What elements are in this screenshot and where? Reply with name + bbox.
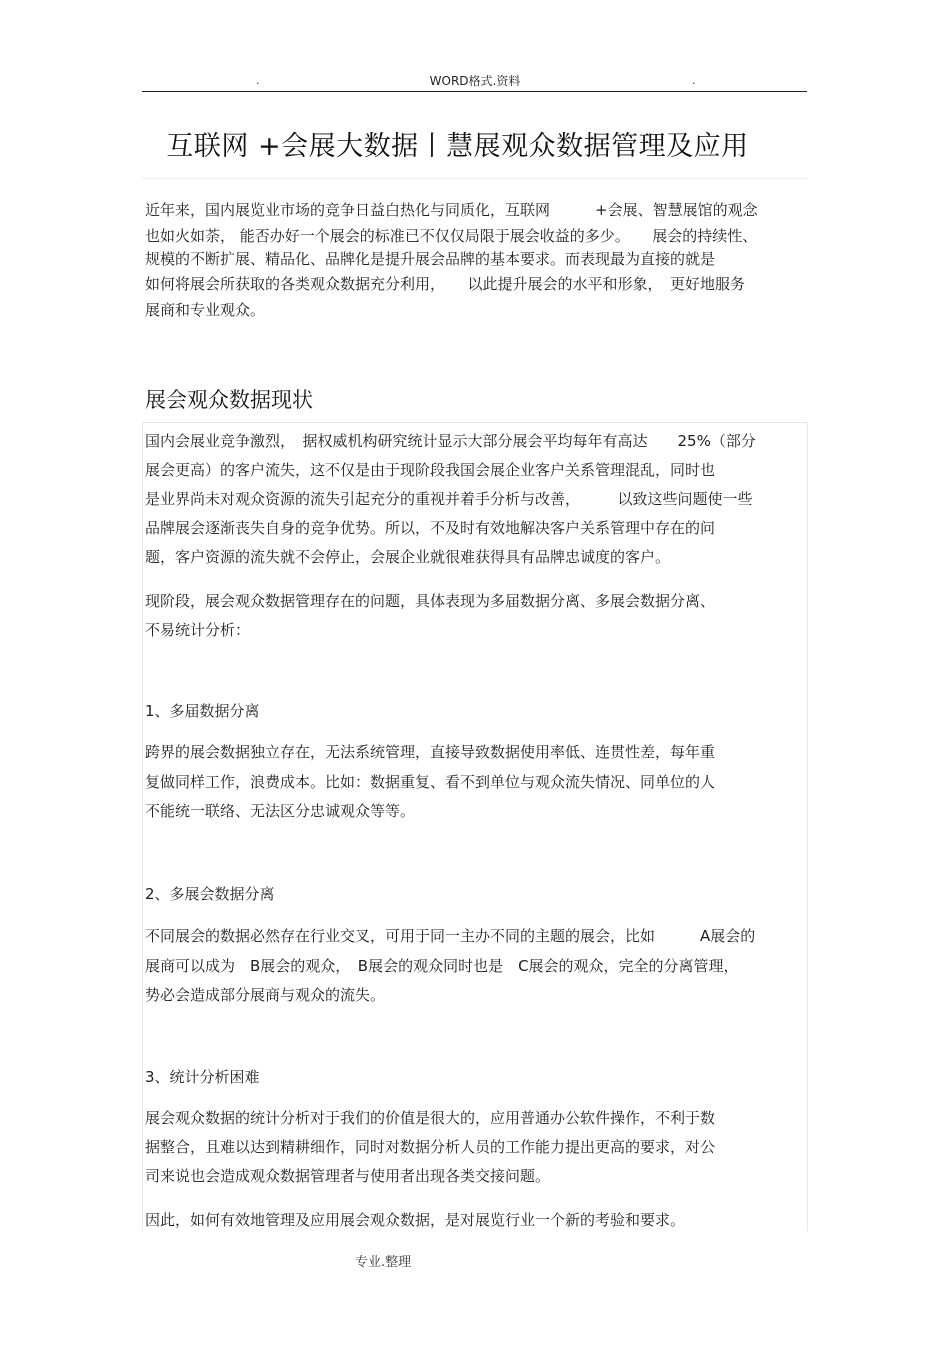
header-rule: [142, 91, 807, 92]
para2-line: 现阶段，展会观众数据管理存在的问题，具体表现为多届数据分离、多展会数据分离、: [145, 592, 716, 610]
item-line: 不同展会的数据必然存在行业交叉，可用于同一主办不同的主题的展会，比如 A展会的: [145, 927, 756, 945]
item-line: 不能统一联络、无法区分忠诚观众等等。: [145, 802, 416, 820]
item-line: 势必会造成部分展商与观众的流失。: [145, 986, 386, 1004]
item-line: 据整合，且难以达到精耕细作，同时对数据分析人员的工作能力提出更高的要求，对公: [145, 1138, 716, 1156]
footer-text: 专业.整理: [355, 1255, 412, 1270]
header-text: WORD格式.资料: [429, 74, 521, 88]
item-line: 复做同样工作，浪费成本。比如：数据重复、看不到单位与观众流失情况、同单位的人: [145, 773, 716, 791]
section-heading: 展会观众数据现状: [145, 388, 313, 412]
para1-line: 国内会展业竞争激烈， 据权威机构研究统计显示大部分展会平均每年有高达 25%（部分: [145, 432, 756, 450]
header-right-dot: .: [692, 74, 696, 87]
item-line: 跨界的展会数据独立存在，无法系统管理，直接导致数据使用率低、连贯性差，每年重: [145, 743, 716, 761]
intro-line: 近年来，国内展览业市场的竞争日益白热化与同质化，互联网 +会展、智慧展馆的观念: [145, 201, 758, 219]
item-line: 展商可以成为 B展会的观众， B展会的观众同时也是 C展会的观众，完全的分离管理，: [145, 957, 739, 975]
para1-line: 展会更高）的客户流失，这不仅是由于现阶段我国会展企业客户关系管理混乱，同时也: [145, 461, 716, 479]
item-heading: 1、多届数据分离: [145, 702, 260, 720]
para1-line: 题，客户资源的流失就不会停止，会展企业就很难获得具有品牌忠诚度的客户。: [145, 548, 671, 566]
header-left-dot: .: [256, 74, 260, 87]
para1-line: 是业界尚未对观众资源的流失引起充分的重视并着手分析与改善， 以致这些问题使一些: [145, 490, 753, 508]
intro-line: 规模的不断扩展、精品化、品牌化是提升展会品牌的基本要求。而表现最为直接的就是: [145, 250, 716, 268]
para1-line: 品牌展会逐渐丧失自身的竞争优势。所以，不及时有效地解决客户关系管理中存在的问: [145, 519, 716, 537]
item-line: 展会观众数据的统计分析对于我们的价值是很大的，应用普通办公软件操作，不利于数: [145, 1109, 716, 1127]
title-divider: [142, 178, 807, 179]
item-heading: 2、多展会数据分离: [145, 885, 275, 903]
item-line: 司来说也会造成观众数据管理者与使用者出现各类交接问题。: [145, 1167, 551, 1185]
intro-line: 如何将展会所获取的各类观众数据充分利用， 以此提升展会的水平和形象， 更好地服务: [145, 275, 746, 293]
intro-line: 也如火如荼， 能否办好一个展会的标准已不仅仅局限于展会收益的多少。 展会的持续性、: [145, 227, 758, 245]
closing-line: 因此，如何有效地管理及应用展会观众数据，是对展览行业一个新的考验和要求。: [145, 1211, 686, 1229]
intro-line: 展商和专业观众。: [145, 301, 266, 319]
page-title: 互联网 +会展大数据丨慧展观众数据管理及应用: [166, 131, 749, 162]
para2-line: 不易统计分析：: [145, 621, 251, 639]
item-heading: 3、统计分析困难: [145, 1068, 260, 1086]
